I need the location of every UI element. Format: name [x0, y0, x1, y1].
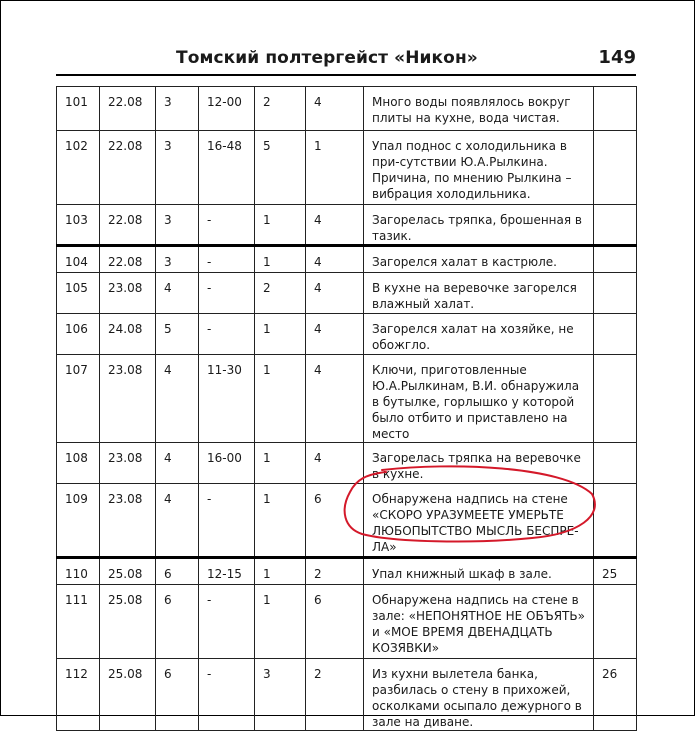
entry-col-6: 6 — [306, 484, 364, 558]
entry-number: 109 — [57, 484, 100, 558]
entry-date: 23.08 — [100, 355, 156, 443]
entry-description: Из кухни вылетела банка, разбилась о стену в прихожей, осколками осыпало дежурного в зале на диване. — [364, 659, 594, 731]
entry-col-5: 1 — [255, 443, 306, 484]
entry-number: 101 — [57, 87, 100, 131]
entry-col-6: 4 — [306, 87, 364, 131]
entry-time: - — [199, 273, 255, 314]
entry-date: 25.08 — [100, 558, 156, 585]
entry-number: 107 — [57, 355, 100, 443]
table-row — [57, 585, 637, 659]
table-row — [57, 484, 637, 558]
entry-photo-ref: 25 — [594, 558, 637, 585]
entry-description: Загорелась тряпка, брошенная в тазик. — [364, 205, 594, 246]
entry-photo-ref — [594, 131, 637, 205]
entry-col-3: 6 — [156, 585, 199, 659]
events-table — [56, 86, 637, 731]
entry-description: Загорелся халат в кастрюле. — [364, 246, 594, 273]
page-number: 149 — [598, 47, 636, 68]
table-body — [57, 87, 637, 731]
entry-photo-ref — [594, 314, 637, 355]
table-row — [57, 659, 637, 731]
entry-number: 111 — [57, 585, 100, 659]
entry-description: Обнаружена надпись на стене в зале: «НЕПОНЯТНОЕ НЕ ОБЪЯТЬ» и «МОЕ ВРЕМЯ ДВЕНАДЦАТЬ КОЗЯВКИ» — [364, 585, 594, 659]
table-row — [57, 558, 637, 585]
entry-number: 103 — [57, 205, 100, 246]
entry-date: 24.08 — [100, 314, 156, 355]
page-header — [56, 44, 636, 74]
entry-col-6: 4 — [306, 205, 364, 246]
entry-col-3: 6 — [156, 558, 199, 585]
entry-col-6: 4 — [306, 355, 364, 443]
entry-col-5: 1 — [255, 205, 306, 246]
entry-col-5: 1 — [255, 246, 306, 273]
table-row — [57, 443, 637, 484]
entry-number: 112 — [57, 659, 100, 731]
entry-date: 22.08 — [100, 246, 156, 273]
entry-col-5: 1 — [255, 314, 306, 355]
entry-number: 105 — [57, 273, 100, 314]
entry-col-3: 3 — [156, 131, 199, 205]
entry-photo-ref — [594, 205, 637, 246]
entry-time: - — [199, 205, 255, 246]
entry-date: 22.08 — [100, 131, 156, 205]
entry-date: 22.08 — [100, 205, 156, 246]
entry-col-3: 3 — [156, 87, 199, 131]
entry-col-6: 2 — [306, 659, 364, 731]
running-title: Томский полтергейст «Никон» — [176, 48, 478, 68]
entry-col-5: 1 — [255, 585, 306, 659]
entry-col-3: 3 — [156, 205, 199, 246]
entry-col-6: 4 — [306, 246, 364, 273]
entry-description: Загорелась тряпка на веревочке в кухне. — [364, 443, 594, 484]
entry-time: 16-00 — [199, 443, 255, 484]
entry-time: - — [199, 585, 255, 659]
entry-description: Ключи, приготовленные Ю.А.Рылкинам, В.И. обнаружила в бутылке, горлышко у которой было отбито и приставлено на место — [364, 355, 594, 443]
entry-number: 106 — [57, 314, 100, 355]
entry-number: 102 — [57, 131, 100, 205]
entry-col-5: 2 — [255, 273, 306, 314]
table-row — [57, 355, 637, 443]
entry-col-3: 4 — [156, 443, 199, 484]
entry-date: 25.08 — [100, 659, 156, 731]
entry-photo-ref — [594, 246, 637, 273]
entry-time: 12-15 — [199, 558, 255, 585]
entry-description: Много воды появлялось вокруг плиты на кухне, вода чистая. — [364, 87, 594, 131]
entry-photo-ref — [594, 87, 637, 131]
entry-col-5: 1 — [255, 355, 306, 443]
entry-photo-ref — [594, 585, 637, 659]
table-row — [57, 314, 637, 355]
entry-time: - — [199, 484, 255, 558]
entry-col-6: 4 — [306, 273, 364, 314]
entry-col-5: 2 — [255, 87, 306, 131]
entry-photo-ref — [594, 355, 637, 443]
entry-description: В кухне на веревочке загорелся влажный халат. — [364, 273, 594, 314]
entry-number: 108 — [57, 443, 100, 484]
entry-col-3: 5 — [156, 314, 199, 355]
entry-description: Упал книжный шкаф в зале. — [364, 558, 594, 585]
entry-description: Упал поднос с холодильника в при-сутствии Ю.А.Рылкина. Причина, по мнению Рылкина – вибрация холодильника. — [364, 131, 594, 205]
entry-date: 25.08 — [100, 585, 156, 659]
entry-col-6: 4 — [306, 314, 364, 355]
table-row — [57, 131, 637, 205]
entry-photo-ref — [594, 484, 637, 558]
entry-number: 104 — [57, 246, 100, 273]
table-row — [57, 87, 637, 131]
entry-time: - — [199, 246, 255, 273]
entry-date: 23.08 — [100, 484, 156, 558]
entry-col-6: 1 — [306, 131, 364, 205]
entry-col-3: 4 — [156, 355, 199, 443]
entry-col-3: 6 — [156, 659, 199, 731]
entry-time: - — [199, 659, 255, 731]
entry-col-6: 6 — [306, 585, 364, 659]
entry-number: 110 — [57, 558, 100, 585]
entry-time: 12-00 — [199, 87, 255, 131]
entry-time: - — [199, 314, 255, 355]
entry-photo-ref — [594, 273, 637, 314]
entry-col-3: 3 — [156, 246, 199, 273]
entry-time: 16-48 — [199, 131, 255, 205]
table-row — [57, 246, 637, 273]
table-row — [57, 205, 637, 246]
entry-date: 23.08 — [100, 443, 156, 484]
entry-col-3: 4 — [156, 273, 199, 314]
entry-col-6: 4 — [306, 443, 364, 484]
entry-date: 23.08 — [100, 273, 156, 314]
entry-col-3: 4 — [156, 484, 199, 558]
entry-col-5: 1 — [255, 484, 306, 558]
entry-time: 11-30 — [199, 355, 255, 443]
header-rule — [56, 74, 636, 76]
entry-description: Обнаружена надпись на стене «СКОРО УРАЗУМЕЕТЕ УМЕРЬТЕ ЛЮБОПЫТСТВО МЫСЛЬ БЕСПРЕ-ЛА» — [364, 484, 594, 558]
entry-col-5: 1 — [255, 558, 306, 585]
table-row — [57, 273, 637, 314]
entry-description: Загорелся халат на хозяйке, не обожгло. — [364, 314, 594, 355]
entry-col-5: 3 — [255, 659, 306, 731]
entry-photo-ref: 26 — [594, 659, 637, 731]
entry-photo-ref — [594, 443, 637, 484]
entry-date: 22.08 — [100, 87, 156, 131]
entry-col-5: 5 — [255, 131, 306, 205]
entry-col-6: 2 — [306, 558, 364, 585]
